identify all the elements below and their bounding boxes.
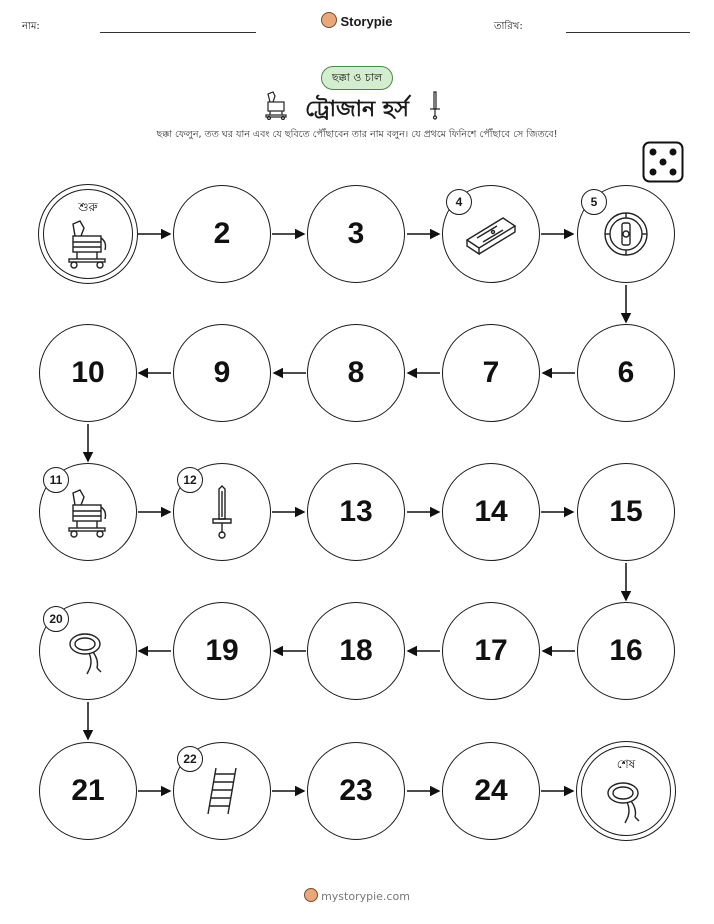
finish-label: শেষ [616, 757, 636, 771]
board-square-8 [307, 324, 405, 422]
board-square-19 [173, 602, 271, 700]
sword-icon [210, 485, 234, 539]
square-number: 18 [339, 634, 373, 667]
square-number: 8 [347, 356, 365, 389]
square-number-badge: 12 [177, 467, 203, 493]
footer [0, 888, 714, 903]
date-label: তারিখ: [494, 21, 523, 32]
game-type-tag: ছক্কা ও চাল [321, 66, 393, 90]
storypie-mascot-icon [304, 888, 318, 902]
shield-icon [601, 209, 651, 259]
square-number: 23 [339, 774, 373, 807]
trojan-horse-icon [61, 485, 115, 539]
board-square-13 [307, 463, 405, 561]
square-number: 10 [71, 356, 105, 389]
start-square [38, 184, 138, 284]
finish-square [576, 741, 676, 841]
board-square-24 [442, 742, 540, 840]
board-square-2 [173, 185, 271, 283]
rope-icon [601, 775, 651, 825]
instructions: ছক্কা ফেলুন, তত ঘর যান এবং যে ছবিতে পৌঁছাবেন তার নাম বলুন। যে প্রথমে ফিনিশে পৌঁছাবে সে জিতবে! [156, 129, 558, 140]
board-square-3 [307, 185, 405, 283]
square-number-badge: 5 [581, 189, 607, 215]
ladder-icon [204, 766, 240, 816]
board-square-7 [442, 324, 540, 422]
start-label: শুরু [78, 200, 98, 214]
square-number-badge: 22 [177, 746, 203, 772]
footer-url[interactable]: mystorypie.com [321, 890, 410, 903]
square-number: 9 [213, 356, 231, 389]
square-number: 14 [474, 495, 508, 528]
square-number: 6 [617, 356, 635, 389]
square-number: 24 [474, 774, 508, 807]
wooden-plank-icon [463, 212, 519, 256]
board-square-9 [173, 324, 271, 422]
board-square-16 [577, 602, 675, 700]
board-square-15 [577, 463, 675, 561]
square-number: 19 [205, 634, 239, 667]
trojan-horse-icon [61, 216, 115, 270]
board-square-10 [39, 324, 137, 422]
brand-name: Storypie [340, 14, 393, 29]
square-number: 3 [347, 217, 365, 250]
square-number: 7 [482, 356, 500, 389]
board-square-18 [307, 602, 405, 700]
name-label: নাম: [22, 21, 40, 32]
square-number: 21 [71, 774, 105, 807]
square-number: 2 [213, 217, 231, 250]
square-number: 16 [609, 634, 643, 667]
rope-icon [63, 626, 113, 676]
board-square-14 [442, 463, 540, 561]
board-square-6 [577, 324, 675, 422]
board-square-21 [39, 742, 137, 840]
square-number-badge: 20 [43, 606, 69, 632]
board-square-17 [442, 602, 540, 700]
board-square-23 [307, 742, 405, 840]
square-number-badge: 4 [446, 189, 472, 215]
page-title: ট্রোজান হর্স [305, 97, 409, 122]
square-number: 13 [339, 495, 373, 528]
square-number: 17 [474, 634, 508, 667]
square-number-badge: 11 [43, 467, 69, 493]
square-number: 15 [609, 495, 643, 528]
